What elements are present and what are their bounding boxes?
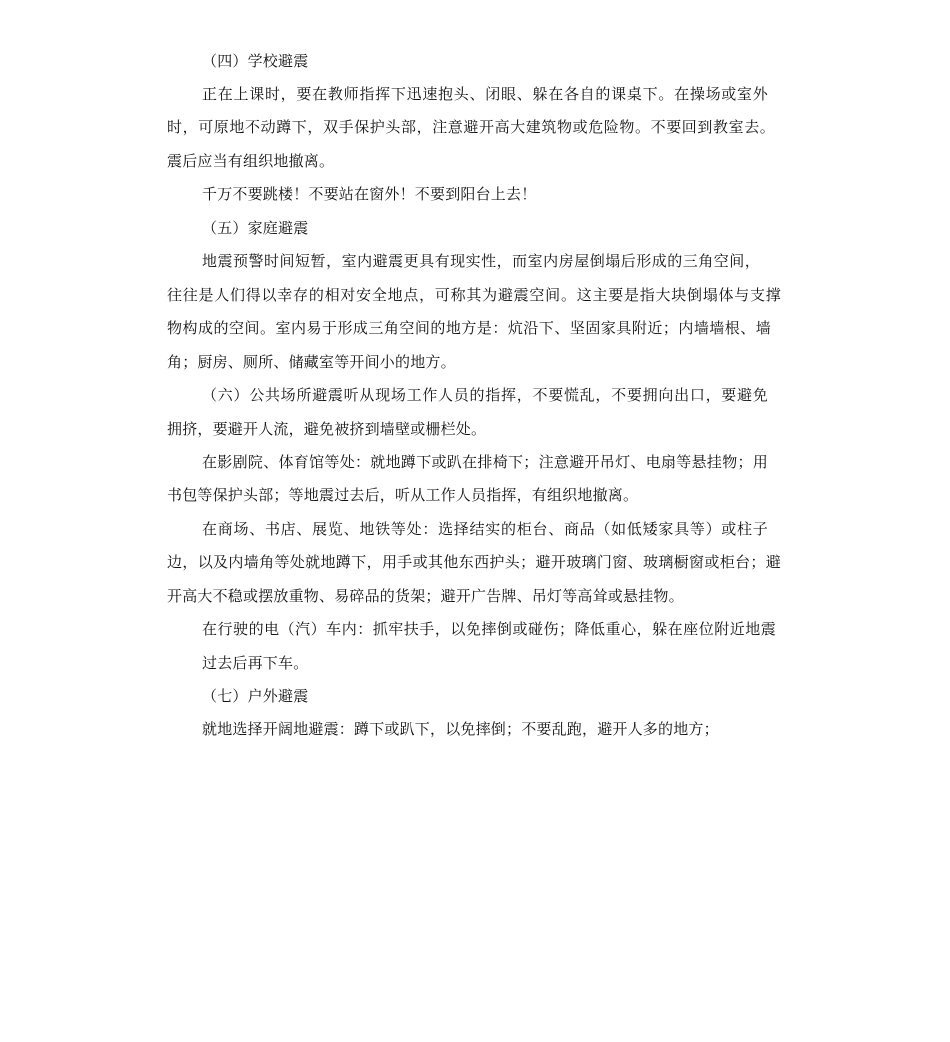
heading-public-shelter: （六）公共场所避震听从现场工作人员的指挥，不要慌乱，不要拥向出口，要避免 — [202, 386, 768, 404]
paragraph-line: 书包等保护头部；等地震过去后，听从工作人员指挥，有组织地撤离。 — [167, 486, 639, 504]
heading-outdoor-shelter: （七）户外避震 — [202, 687, 309, 705]
warning-line: 千万不要跳楼！不要站在窗外！不要到阳台上去！ — [202, 185, 537, 203]
paragraph-line: 开高大不稳或摆放重物、易碎品的货架；避开广告牌、吊灯等高耸或悬挂物。 — [167, 587, 684, 605]
paragraph-line: 在行驶的电（汽）车内：抓牢扶手，以免摔倒或碰伤；降低重心，躲在座位附近地震 — [202, 620, 776, 638]
paragraph-line: 拥挤，要避开人流，避免被挤到墙壁或栅栏处。 — [167, 420, 487, 438]
paragraph-line: 就地选择开阔地避震：蹲下或趴下，以免摔倒；不要乱跑，避开人多的地方； — [202, 720, 719, 738]
paragraph-line: 过去后再下车。 — [202, 654, 309, 672]
paragraph-line: 边，以及内墙角等处就地蹲下，用手或其他东西护头；避开玻璃门窗、玻璃橱窗或柜台；避 — [167, 553, 781, 571]
heading-home-shelter: （五）家庭避震 — [202, 219, 309, 237]
paragraph-line: 在影剧院、体育馆等处：就地蹲下或趴在排椅下；注意避开吊灯、电扇等悬挂物；用 — [202, 453, 768, 471]
paragraph-line: 物构成的空间。室内易于形成三角空间的地方是：炕沿下、坚固家具附近；内墙墙根、墙 — [167, 319, 771, 337]
heading-school-shelter: （四）学校避震 — [202, 52, 309, 70]
paragraph-line: 往往是人们得以幸存的相对安全地点，可称其为避震空间。这主要是指大块倒塌体与支撑 — [167, 286, 781, 304]
paragraph-line: 震后应当有组织地撤离。 — [167, 152, 335, 170]
paragraph-line: 地震预警时间短暂，室内避震更具有现实性，而室内房屋倒塌后形成的三角空间， — [202, 252, 760, 270]
paragraph-line: 角；厨房、厕所、储藏室等开间小的地方。 — [167, 353, 456, 371]
paragraph-line: 在商场、书店、展览、地铁等处：选择结实的柜台、商品（如低矮家具等）或柱子 — [202, 520, 768, 538]
paragraph-line: 时，可原地不动蹲下，双手保护头部，注意避开高大建筑物或危险物。不要回到教室去。 — [167, 118, 775, 136]
paragraph-line: 正在上课时，要在教师指挥下迅速抱头、闭眼、躲在各自的课桌下。在操场或室外 — [202, 85, 768, 103]
